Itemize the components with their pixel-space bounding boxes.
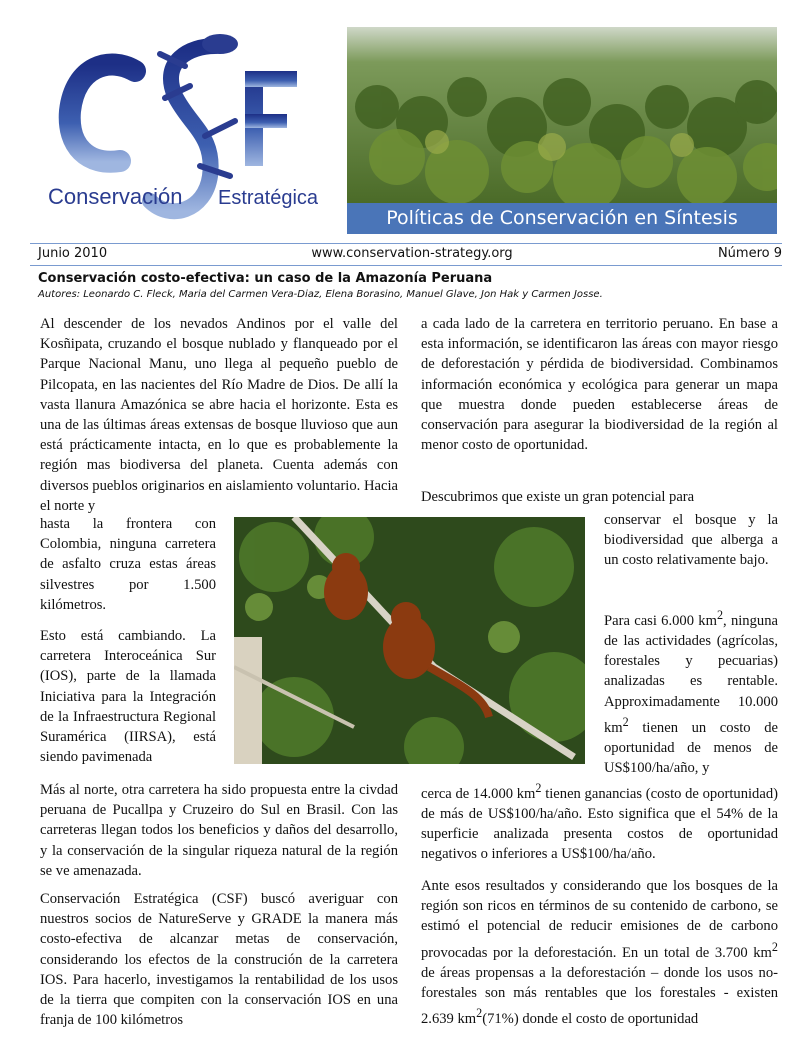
right-paragraph-3: Para casi 6.000 $km^2$, ninguna de las actividades (agrícolas, forestales y pecuarias) analizadas es rentable. Approximadamente 10.000 $km^2$ tienen un costo de oportunidad de menos de US$100/ha/año, y — [604, 608, 778, 777]
header-rule-bottom — [30, 265, 782, 266]
logo-word-left: Conservación — [48, 184, 183, 209]
left-paragraph-1-continued: hasta la frontera con Colombia, ninguna carretera de asfalto cruza estas áreas silvestres por 1.500 kilómetros. — [40, 516, 216, 613]
left-paragraph-2-continued: Más al norte, otra carretera ha sido propuesta entre la civdad peruana de Pucallpa y Cruzeiro do Sul en Brasil. Con las carreteras llegan todos los beneficios y daños del desarrollo, y la conservación de la singular riqueza natural de la región se ve amenazada. — [40, 782, 398, 879]
right-paragraph-3-continued: cerca de 14.000 $km^2$ tienen ganancias (costo de oportunidad) de más de US$100/ha/año. Esto significa que el 54% de la superficie analizada presenta costos de oportunidad negativos o inferiores a US$100/ha/año. — [421, 781, 778, 863]
left-paragraph-2: Esto está cambiando. La carretera Interoceánica Sur (IOS), parte de la llamada Iniciativa para la Integración de la Infraestructura Regional Suramérica (IIRSA), está siendo pavimenada — [40, 628, 216, 766]
lizard-icon — [40, 26, 325, 238]
right-paragraph-1: a cada lado de la carretera en territorio peruano. En base a esta información, se identificaron las áreas con mayor riesgo de deforestación y pérdida de biodiversidad. Combinamos información económica y ecológica para generar un mapa que muestra donde pueden establecerse áreas de conservación para asegurar la biodiversidad de la región al menor costo de oportunidad. — [421, 316, 778, 454]
left-paragraph-3: Conservación Estratégica (CSF) buscó averiguar con nuestros socios de NatureServe y GRADE la manera más costo-efectiva de alcanzar metas de conservación, considerando los efectos de la construción de la carretera IOS. Para hacerlo, investigamos la rentabilidad de los usos de la tierra que compiten con la conservación IOS en una franja de 100 kilómetros — [40, 891, 398, 1029]
issue-number: Número 9 — [717, 246, 782, 261]
issue-date: Junio 2010 — [38, 246, 108, 261]
logo-word-right: Estratégica — [218, 187, 319, 209]
csf-logo — [40, 26, 325, 238]
rainforest-photo — [347, 27, 777, 203]
header-rule-top — [30, 243, 782, 244]
left-paragraph-1: Al descender de los nevados Andinos por el valle del Kosñipata, cruzando el bosque nublado y flanqueado por el Parque Nacional Manu, uno llega al pequeño pueblo de Pilcopata, en las nacientes del Río Madre de Dios. De allí la vasta llanura Amazónica se abre hacia el horizonte. Esta es una de las últimas áreas extensas de bosque lluvioso que aun está prácticamente intacta, en lo que es probablemente la región mas biodiversa del planeta. Cuenta además con diversos pueblos originarios en aislamiento voluntario. Hacia el norte y — [40, 316, 398, 514]
right-paragraph-2-continued: conservar el bosque y la biodiversidad que alberga a un costo relativamente bajo. — [604, 512, 778, 569]
website-link[interactable]: www.conservation-strategy.org — [311, 246, 513, 261]
series-banner: Políticas de Conservación en Síntesis — [347, 203, 777, 234]
article-title: Conservación costo-efectiva: un caso de la Amazonía Peruana — [38, 271, 493, 286]
howler-monkeys-photo — [234, 517, 585, 764]
issue-header — [38, 245, 786, 263]
right-paragraph-2: Descubrimos que existe un gran potencial para — [421, 489, 695, 505]
article-authors: Autores: Leonardo C. Fleck, Maria del Carmen Vera-Diaz, Elena Borasino, Manuel Glave, Jon Hak y Carmen Josse. — [38, 289, 603, 300]
right-paragraph-4: Ante esos resultados y considerando que los bosques de la región son ricos en términos de su contenido de carbono, se estimó el potencial de reducir emisiones de de carbono provocadas por la deforestación. En un total de 3.700 $km^2$ de áreas propensas a la deforestación – donde los usos no-forestales son más rentables que los forestales - existen 2.639 $km^2(71\%)$ donde el costo de oportunidad — [421, 878, 778, 1027]
